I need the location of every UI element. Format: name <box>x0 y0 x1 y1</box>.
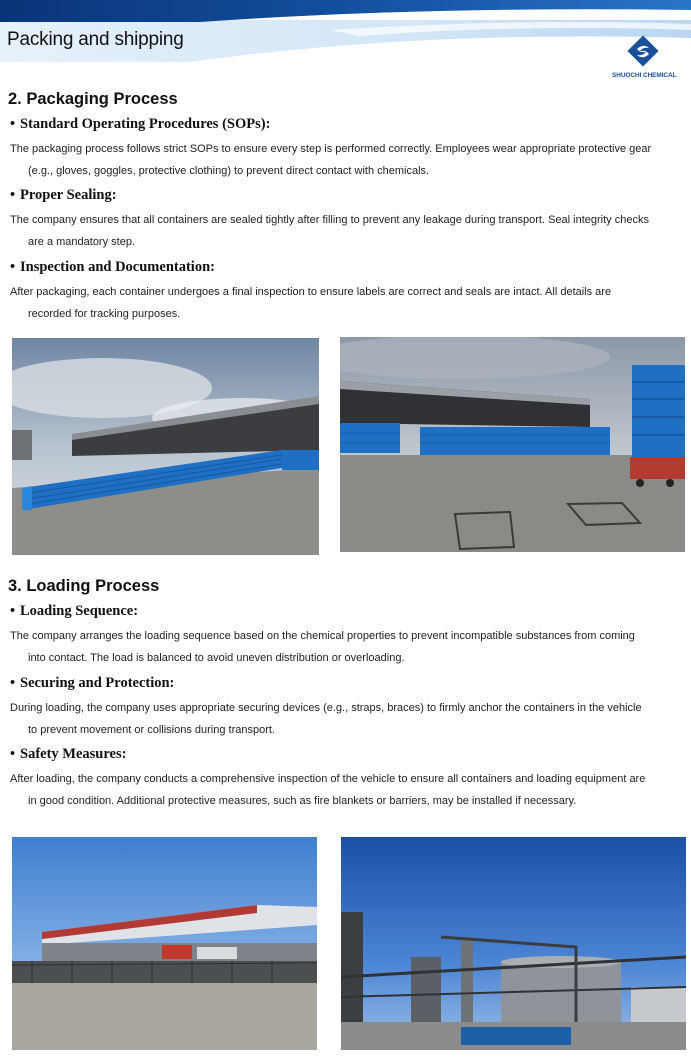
paragraph-line: recorded for tracking purposes. <box>28 308 181 320</box>
photo-drum-yard-truck <box>340 337 685 552</box>
subheading-safety: • Safety Measures: <box>10 746 127 762</box>
bullet-glyph: • <box>10 187 16 203</box>
paragraph-line: During loading, the company uses appropriate securing devices (e.g., straps, braces) to firmly anchor the containers in the vehicle <box>10 702 642 714</box>
paragraph-sealing <box>10 209 686 253</box>
paragraph-loading-sequence <box>10 625 686 669</box>
subheading-loading-sequence: • Loading Sequence: <box>10 603 139 619</box>
paragraph-line: (e.g., gloves, goggles, protective clothing) to prevent direct contact with chemicals. <box>28 165 430 177</box>
subheading-inspection: • Inspection and Documentation: <box>10 259 215 275</box>
paragraph-line: The company arranges the loading sequence based on the chemical properties to prevent incompatible substances from coming <box>10 630 635 642</box>
paragraph-line: After loading, the company conducts a comprehensive inspection of the vehicle to ensure all containers and loading equipment are <box>10 773 646 785</box>
paragraph-safety <box>10 768 686 812</box>
bullet-glyph: • <box>10 675 16 691</box>
photo-storage-tanks <box>341 837 686 1050</box>
paragraph-line: After packaging, each container undergoes a final inspection to ensure labels are correct and seals are intact. All details are <box>10 286 612 298</box>
header-banner <box>0 0 691 62</box>
logo-diamond-icon <box>626 34 660 68</box>
bullet-glyph: • <box>10 746 16 762</box>
photo-loading-station <box>12 837 317 1050</box>
subheading-sops: • Standard Operating Procedures (SOPs): <box>10 116 271 132</box>
paragraph-sops <box>10 138 686 182</box>
bullet-glyph: • <box>10 116 16 132</box>
page-title: Packing and shipping <box>7 29 184 50</box>
photo-drum-rows-warehouse <box>12 338 319 555</box>
section-heading-packaging: 2. Packaging Process <box>8 90 178 108</box>
paragraph-inspection <box>10 281 686 325</box>
section-heading-loading: 3. Loading Process <box>8 577 160 595</box>
paragraph-line: in good condition. Additional protective measures, such as fire blankets or barriers, may be installed if necessary. <box>28 795 577 807</box>
paragraph-line: The company ensures that all containers are sealed tightly after filling to prevent any leakage during transport. Seal integrity checks <box>10 214 649 226</box>
paragraph-line: are a mandatory step. <box>28 236 136 248</box>
bullet-glyph: • <box>10 603 16 619</box>
paragraph-line: The packaging process follows strict SOPs to ensure every step is performed correctly. Employees wear appropriate protective gear <box>10 143 652 155</box>
paragraph-line: into contact. The load is balanced to avoid uneven distribution or overloading. <box>28 652 405 664</box>
bullet-glyph: • <box>10 259 16 275</box>
subheading-sealing: • Proper Sealing: <box>10 187 117 203</box>
paragraph-line: to prevent movement or collisions during transport. <box>28 724 276 736</box>
subheading-securing: • Securing and Protection: <box>10 675 175 691</box>
logo-text: SHUOCHI CHEMICAL <box>612 72 677 79</box>
paragraph-securing <box>10 697 686 741</box>
